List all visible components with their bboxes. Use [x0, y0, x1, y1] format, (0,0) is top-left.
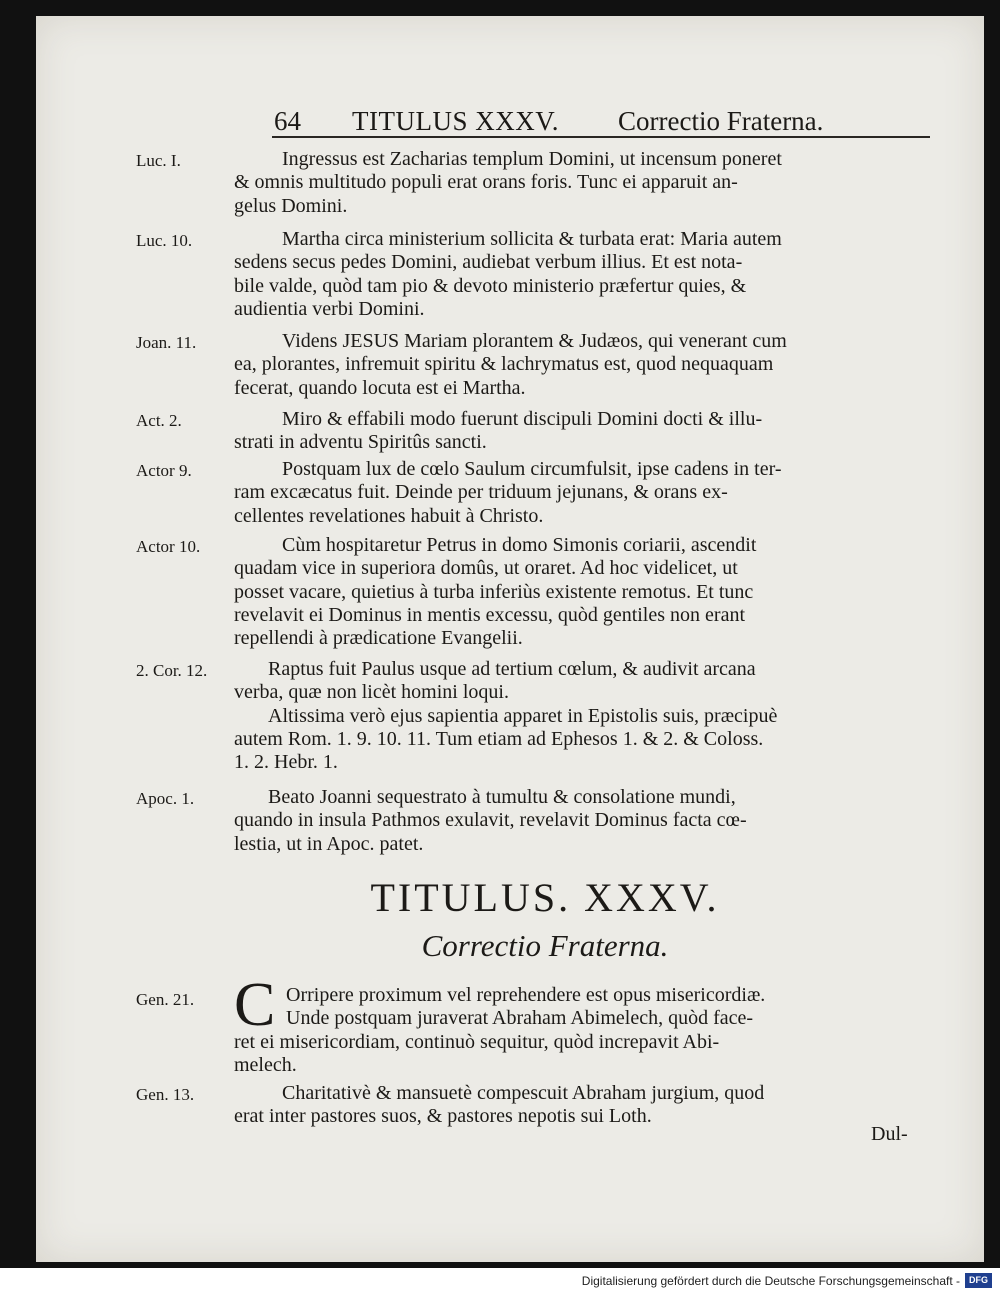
- margin-reference: Actor 9.: [136, 461, 192, 480]
- text-line: fecerat, quando locuta est ei Martha.: [234, 376, 526, 399]
- dfg-logo: DFG: [965, 1273, 992, 1288]
- margin-reference: Luc. 10.: [136, 231, 193, 250]
- catchword: Dul-: [871, 1123, 908, 1145]
- entry-text: [234, 330, 924, 400]
- margin-reference: Joan. 11.: [136, 333, 197, 352]
- text-line: Cùm hospitaretur Petrus in domo Simonis coriarii, ascendit: [282, 534, 757, 556]
- text-line: posset vacare, quietius à turba inferiùs existente remotus. Et tunc: [234, 580, 754, 603]
- margin-reference: Gen. 13.: [136, 1085, 195, 1104]
- text-line: & omnis multitudo populi erat orans foris. Tunc ei apparuit an-: [234, 171, 738, 194]
- page-number: 64: [274, 106, 301, 136]
- entry-text: [234, 658, 924, 774]
- text-line: audientia verbi Domini.: [234, 297, 425, 320]
- entry-text: [234, 458, 924, 528]
- footer-bar: [0, 1268, 1000, 1295]
- header-rule: [272, 136, 930, 138]
- text-line: Ingressus est Zacharias templum Domini, ut incensum poneret: [282, 148, 782, 170]
- text-line: Videns JESUS Mariam plorantem & Judæos, qui venerant cum: [282, 330, 787, 352]
- text-line: Martha circa ministerium sollicita & turbata erat: Maria autem: [282, 228, 782, 250]
- margin-reference: Act. 2.: [136, 411, 182, 430]
- text-line: strati in adventu Spiritûs sancti.: [234, 431, 487, 454]
- entry-text: [234, 786, 924, 856]
- text-line: Orripere proximum vel reprehendere est opus misericordiæ.: [286, 984, 766, 1006]
- text-line: ret ei misericordiam, continuò sequitur, quòd increpavit Abi-: [234, 1030, 720, 1053]
- drop-cap: C: [234, 971, 276, 1039]
- text-line: ea, plorantes, infremuit spiritu & lachrymatus est, quod nequaquam: [234, 353, 774, 376]
- margin-reference: Gen. 21.: [136, 990, 195, 1009]
- section-subtitle: Correctio Fraterna.: [421, 928, 669, 963]
- entry-text: [234, 228, 924, 321]
- entry-text: [234, 148, 924, 218]
- text-line: revelavit ei Dominus in mentis excessu, quòd gentiles non erant: [234, 603, 745, 626]
- running-subtitle: Correctio Fraterna.: [618, 106, 824, 136]
- entry-text: [234, 1082, 924, 1129]
- funding-notice: Digitalisierung gefördert durch die Deutsche Forschungsgemeinschaft -: [581, 1274, 960, 1288]
- section-title: TITULUS. XXXV.: [370, 875, 720, 920]
- margin-reference: Actor 10.: [136, 537, 201, 556]
- text-line: erat inter pastores suos, & pastores nepotis sui Loth.: [234, 1105, 652, 1128]
- text-line: lestia, ut in Apoc. patet.: [234, 832, 424, 855]
- text-line: Altissima verò ejus sapientia apparet in Epistolis suis, præcipuè: [268, 704, 778, 727]
- text-line: Beato Joanni sequestrato à tumultu & consolatione mundi,: [268, 786, 736, 808]
- page-header: [36, 106, 984, 146]
- entry-text: [234, 408, 924, 455]
- text-line: cellentes revelationes habuit à Christo.: [234, 504, 544, 527]
- entry-text: [234, 984, 924, 1077]
- text-line: verba, quæ non licèt homini loqui.: [234, 681, 509, 704]
- text-line: repellendi à prædicatione Evangelii.: [234, 627, 523, 650]
- text-line: gelus Domini.: [234, 194, 348, 217]
- text-line: ram excæcatus fuit. Deinde per triduum jejunans, & orans ex-: [234, 481, 728, 504]
- text-line: Unde postquam juraverat Abraham Abimelech, quòd face-: [286, 1007, 754, 1030]
- text-line: autem Rom. 1. 9. 10. 11. Tum etiam ad Ephesos 1. & 2. & Coloss.: [234, 727, 764, 750]
- entry-text: [234, 534, 924, 650]
- book-page: [36, 16, 984, 1262]
- text-line: 1. 2. Hebr. 1.: [234, 751, 338, 774]
- text-line: Raptus fuit Paulus usque ad tertium cœlum, & audivit arcana: [268, 658, 756, 680]
- text-line: sedens secus pedes Domini, audiebat verbum illius. Et est nota-: [234, 251, 743, 274]
- text-line: Miro & effabili modo fuerunt discipuli Domini docti & illu-: [282, 408, 763, 430]
- text-line: bile valde, quòd tam pio & devoto ministerio præfertur quies, &: [234, 274, 747, 297]
- margin-reference: Luc. I.: [136, 151, 181, 170]
- text-line: melech.: [234, 1053, 297, 1076]
- margin-reference: Apoc. 1.: [136, 789, 195, 808]
- text-line: quando in insula Pathmos exulavit, revelavit Dominus facta cœ-: [234, 809, 747, 832]
- text-line: quadam vice in superiora domûs, ut oraret. Ad hoc videlicet, ut: [234, 557, 738, 580]
- text-line: Postquam lux de cœlo Saulum circumfulsit, ipse cadens in ter-: [282, 458, 782, 480]
- running-title: TITULUS XXXV.: [352, 106, 559, 136]
- text-line: Charitativè & mansuetè compescuit Abraham jurgium, quod: [282, 1082, 765, 1104]
- margin-reference: 2. Cor. 12.: [136, 661, 208, 680]
